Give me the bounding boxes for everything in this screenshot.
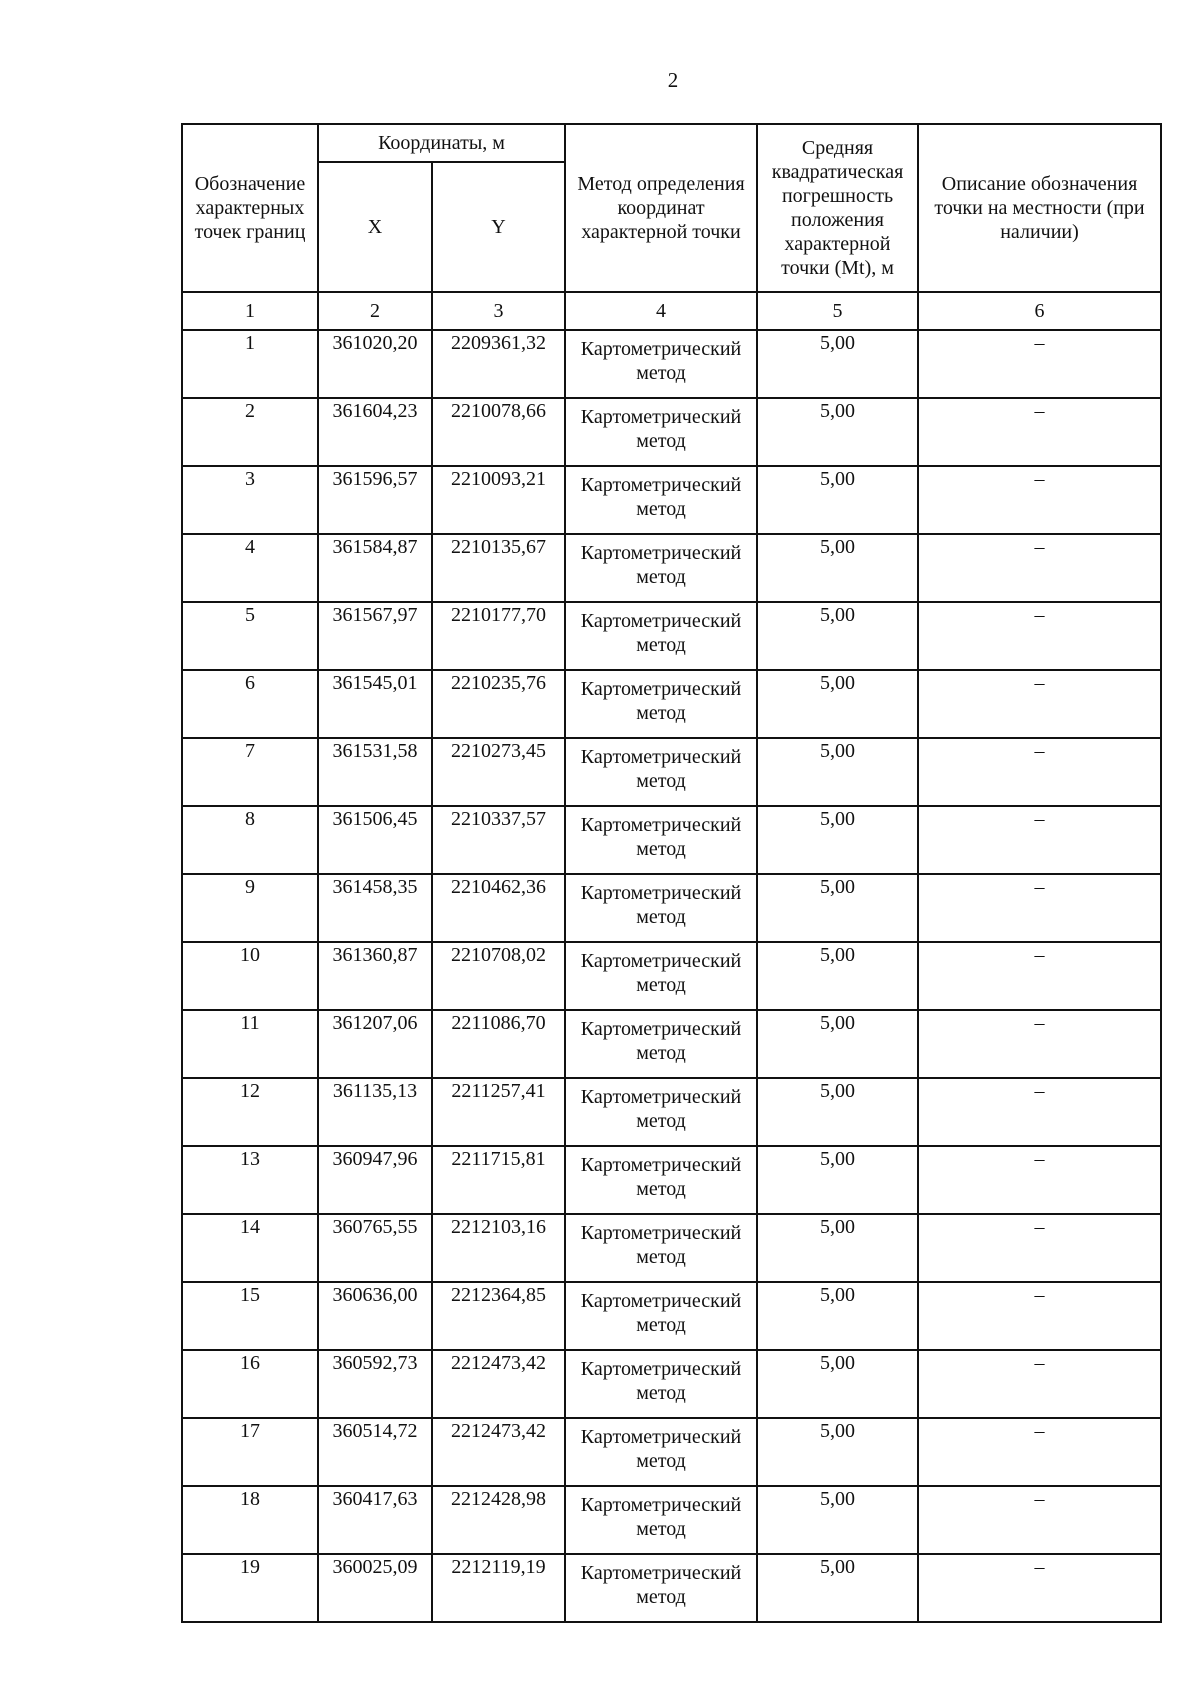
description-cell: – xyxy=(918,670,1161,738)
table-row xyxy=(182,398,1161,466)
column-number: 4 xyxy=(565,292,757,330)
table-row xyxy=(182,534,1161,602)
page-number: 2 xyxy=(667,68,679,92)
point-cell: 2 xyxy=(182,398,318,466)
x-coordinate-cell: 361020,20 xyxy=(318,330,432,398)
x-coordinate-cell: 360417,63 xyxy=(318,1486,432,1554)
table-row xyxy=(182,806,1161,874)
point-cell: 18 xyxy=(182,1486,318,1554)
y-coordinate-cell: 2210235,76 xyxy=(432,670,565,738)
method-cell: Картометрический метод xyxy=(565,1554,757,1622)
description-cell: – xyxy=(918,1146,1161,1214)
point-cell: 3 xyxy=(182,466,318,534)
point-cell: 17 xyxy=(182,1418,318,1486)
y-coordinate-cell: 2210078,66 xyxy=(432,398,565,466)
method-cell: Картометрический метод xyxy=(565,942,757,1010)
header-point-designation: Обозначение характерных точек границ xyxy=(182,124,318,292)
point-cell: 5 xyxy=(182,602,318,670)
header-coordinates: Координаты, м xyxy=(318,124,565,162)
accuracy-cell: 5,00 xyxy=(757,942,918,1010)
y-coordinate-cell: 2210462,36 xyxy=(432,874,565,942)
table-row xyxy=(182,330,1161,398)
header-x: X xyxy=(318,162,432,292)
method-cell: Картометрический метод xyxy=(565,330,757,398)
y-coordinate-cell: 2211086,70 xyxy=(432,1010,565,1078)
x-coordinate-cell: 360636,00 xyxy=(318,1282,432,1350)
table-row xyxy=(182,1282,1161,1350)
accuracy-cell: 5,00 xyxy=(757,874,918,942)
point-cell: 11 xyxy=(182,1010,318,1078)
method-cell: Картометрический метод xyxy=(565,806,757,874)
y-coordinate-cell: 2210093,21 xyxy=(432,466,565,534)
table-row xyxy=(182,1078,1161,1146)
accuracy-cell: 5,00 xyxy=(757,1010,918,1078)
column-number: 5 xyxy=(757,292,918,330)
description-cell: – xyxy=(918,466,1161,534)
description-cell: – xyxy=(918,874,1161,942)
accuracy-cell: 5,00 xyxy=(757,1350,918,1418)
method-cell: Картометрический метод xyxy=(565,534,757,602)
accuracy-cell: 5,00 xyxy=(757,1282,918,1350)
header-y: Y xyxy=(432,162,565,292)
table-row xyxy=(182,738,1161,806)
table-row xyxy=(182,1214,1161,1282)
x-coordinate-cell: 361360,87 xyxy=(318,942,432,1010)
x-coordinate-cell: 361506,45 xyxy=(318,806,432,874)
description-cell: – xyxy=(918,1214,1161,1282)
description-cell: – xyxy=(918,1010,1161,1078)
accuracy-cell: 5,00 xyxy=(757,670,918,738)
point-cell: 9 xyxy=(182,874,318,942)
x-coordinate-cell: 360592,73 xyxy=(318,1350,432,1418)
point-cell: 13 xyxy=(182,1146,318,1214)
point-cell: 19 xyxy=(182,1554,318,1622)
x-coordinate-cell: 361531,58 xyxy=(318,738,432,806)
x-coordinate-cell: 361545,01 xyxy=(318,670,432,738)
accuracy-cell: 5,00 xyxy=(757,534,918,602)
description-cell: – xyxy=(918,1350,1161,1418)
x-coordinate-cell: 360025,09 xyxy=(318,1554,432,1622)
column-number: 2 xyxy=(318,292,432,330)
description-cell: – xyxy=(918,1486,1161,1554)
y-coordinate-cell: 2209361,32 xyxy=(432,330,565,398)
point-cell: 1 xyxy=(182,330,318,398)
y-coordinate-cell: 2211257,41 xyxy=(432,1078,565,1146)
description-cell: – xyxy=(918,1282,1161,1350)
point-cell: 14 xyxy=(182,1214,318,1282)
header-method: Метод определения координат характерной точки xyxy=(565,124,757,292)
method-cell: Картометрический метод xyxy=(565,1486,757,1554)
table-row xyxy=(182,1350,1161,1418)
y-coordinate-cell: 2210135,67 xyxy=(432,534,565,602)
description-cell: – xyxy=(918,1418,1161,1486)
table-row xyxy=(182,1418,1161,1486)
description-cell: – xyxy=(918,398,1161,466)
accuracy-cell: 5,00 xyxy=(757,738,918,806)
table-row xyxy=(182,602,1161,670)
x-coordinate-cell: 361458,35 xyxy=(318,874,432,942)
description-cell: – xyxy=(918,330,1161,398)
y-coordinate-cell: 2212428,98 xyxy=(432,1486,565,1554)
column-numbers-row xyxy=(182,292,1161,330)
accuracy-cell: 5,00 xyxy=(757,1486,918,1554)
point-cell: 4 xyxy=(182,534,318,602)
x-coordinate-cell: 361596,57 xyxy=(318,466,432,534)
accuracy-cell: 5,00 xyxy=(757,1078,918,1146)
method-cell: Картометрический метод xyxy=(565,1282,757,1350)
table-row xyxy=(182,1146,1161,1214)
accuracy-cell: 5,00 xyxy=(757,466,918,534)
description-cell: – xyxy=(918,1078,1161,1146)
accuracy-cell: 5,00 xyxy=(757,1554,918,1622)
method-cell: Картометрический метод xyxy=(565,1214,757,1282)
y-coordinate-cell: 2212364,85 xyxy=(432,1282,565,1350)
accuracy-cell: 5,00 xyxy=(757,1146,918,1214)
method-cell: Картометрический метод xyxy=(565,466,757,534)
x-coordinate-cell: 361604,23 xyxy=(318,398,432,466)
point-cell: 7 xyxy=(182,738,318,806)
description-cell: – xyxy=(918,1554,1161,1622)
description-cell: – xyxy=(918,534,1161,602)
x-coordinate-cell: 360947,96 xyxy=(318,1146,432,1214)
accuracy-cell: 5,00 xyxy=(757,602,918,670)
description-cell: – xyxy=(918,602,1161,670)
x-coordinate-cell: 360514,72 xyxy=(318,1418,432,1486)
boundary-points-table xyxy=(181,123,1162,1623)
y-coordinate-cell: 2212473,42 xyxy=(432,1418,565,1486)
x-coordinate-cell: 361584,87 xyxy=(318,534,432,602)
description-cell: – xyxy=(918,806,1161,874)
accuracy-cell: 5,00 xyxy=(757,330,918,398)
table-row xyxy=(182,874,1161,942)
y-coordinate-cell: 2210708,02 xyxy=(432,942,565,1010)
table-row xyxy=(182,1486,1161,1554)
x-coordinate-cell: 361207,06 xyxy=(318,1010,432,1078)
y-coordinate-cell: 2210177,70 xyxy=(432,602,565,670)
point-cell: 8 xyxy=(182,806,318,874)
method-cell: Картометрический метод xyxy=(565,1350,757,1418)
x-coordinate-cell: 360765,55 xyxy=(318,1214,432,1282)
method-cell: Картометрический метод xyxy=(565,1146,757,1214)
method-cell: Картометрический метод xyxy=(565,670,757,738)
column-number: 1 xyxy=(182,292,318,330)
header-description: Описание обозначения точки на местности (при наличии) xyxy=(918,124,1161,292)
method-cell: Картометрический метод xyxy=(565,1078,757,1146)
y-coordinate-cell: 2210273,45 xyxy=(432,738,565,806)
y-coordinate-cell: 2211715,81 xyxy=(432,1146,565,1214)
description-cell: – xyxy=(918,942,1161,1010)
point-cell: 16 xyxy=(182,1350,318,1418)
x-coordinate-cell: 361567,97 xyxy=(318,602,432,670)
table-row xyxy=(182,942,1161,1010)
description-cell: – xyxy=(918,738,1161,806)
method-cell: Картометрический метод xyxy=(565,1010,757,1078)
y-coordinate-cell: 2212103,16 xyxy=(432,1214,565,1282)
method-cell: Картометрический метод xyxy=(565,738,757,806)
table-row xyxy=(182,670,1161,738)
accuracy-cell: 5,00 xyxy=(757,806,918,874)
accuracy-cell: 5,00 xyxy=(757,1418,918,1486)
table-row xyxy=(182,466,1161,534)
point-cell: 6 xyxy=(182,670,318,738)
point-cell: 15 xyxy=(182,1282,318,1350)
table-row xyxy=(182,1010,1161,1078)
y-coordinate-cell: 2210337,57 xyxy=(432,806,565,874)
point-cell: 10 xyxy=(182,942,318,1010)
column-number: 6 xyxy=(918,292,1161,330)
column-number: 3 xyxy=(432,292,565,330)
x-coordinate-cell: 361135,13 xyxy=(318,1078,432,1146)
method-cell: Картометрический метод xyxy=(565,1418,757,1486)
point-cell: 12 xyxy=(182,1078,318,1146)
method-cell: Картометрический метод xyxy=(565,398,757,466)
accuracy-cell: 5,00 xyxy=(757,398,918,466)
y-coordinate-cell: 2212119,19 xyxy=(432,1554,565,1622)
method-cell: Картометрический метод xyxy=(565,874,757,942)
accuracy-cell: 5,00 xyxy=(757,1214,918,1282)
table-row xyxy=(182,1554,1161,1622)
y-coordinate-cell: 2212473,42 xyxy=(432,1350,565,1418)
header-accuracy: Средняя квадратическая погрешность положения характерной точки (Mt), м xyxy=(757,124,918,292)
method-cell: Картометрический метод xyxy=(565,602,757,670)
